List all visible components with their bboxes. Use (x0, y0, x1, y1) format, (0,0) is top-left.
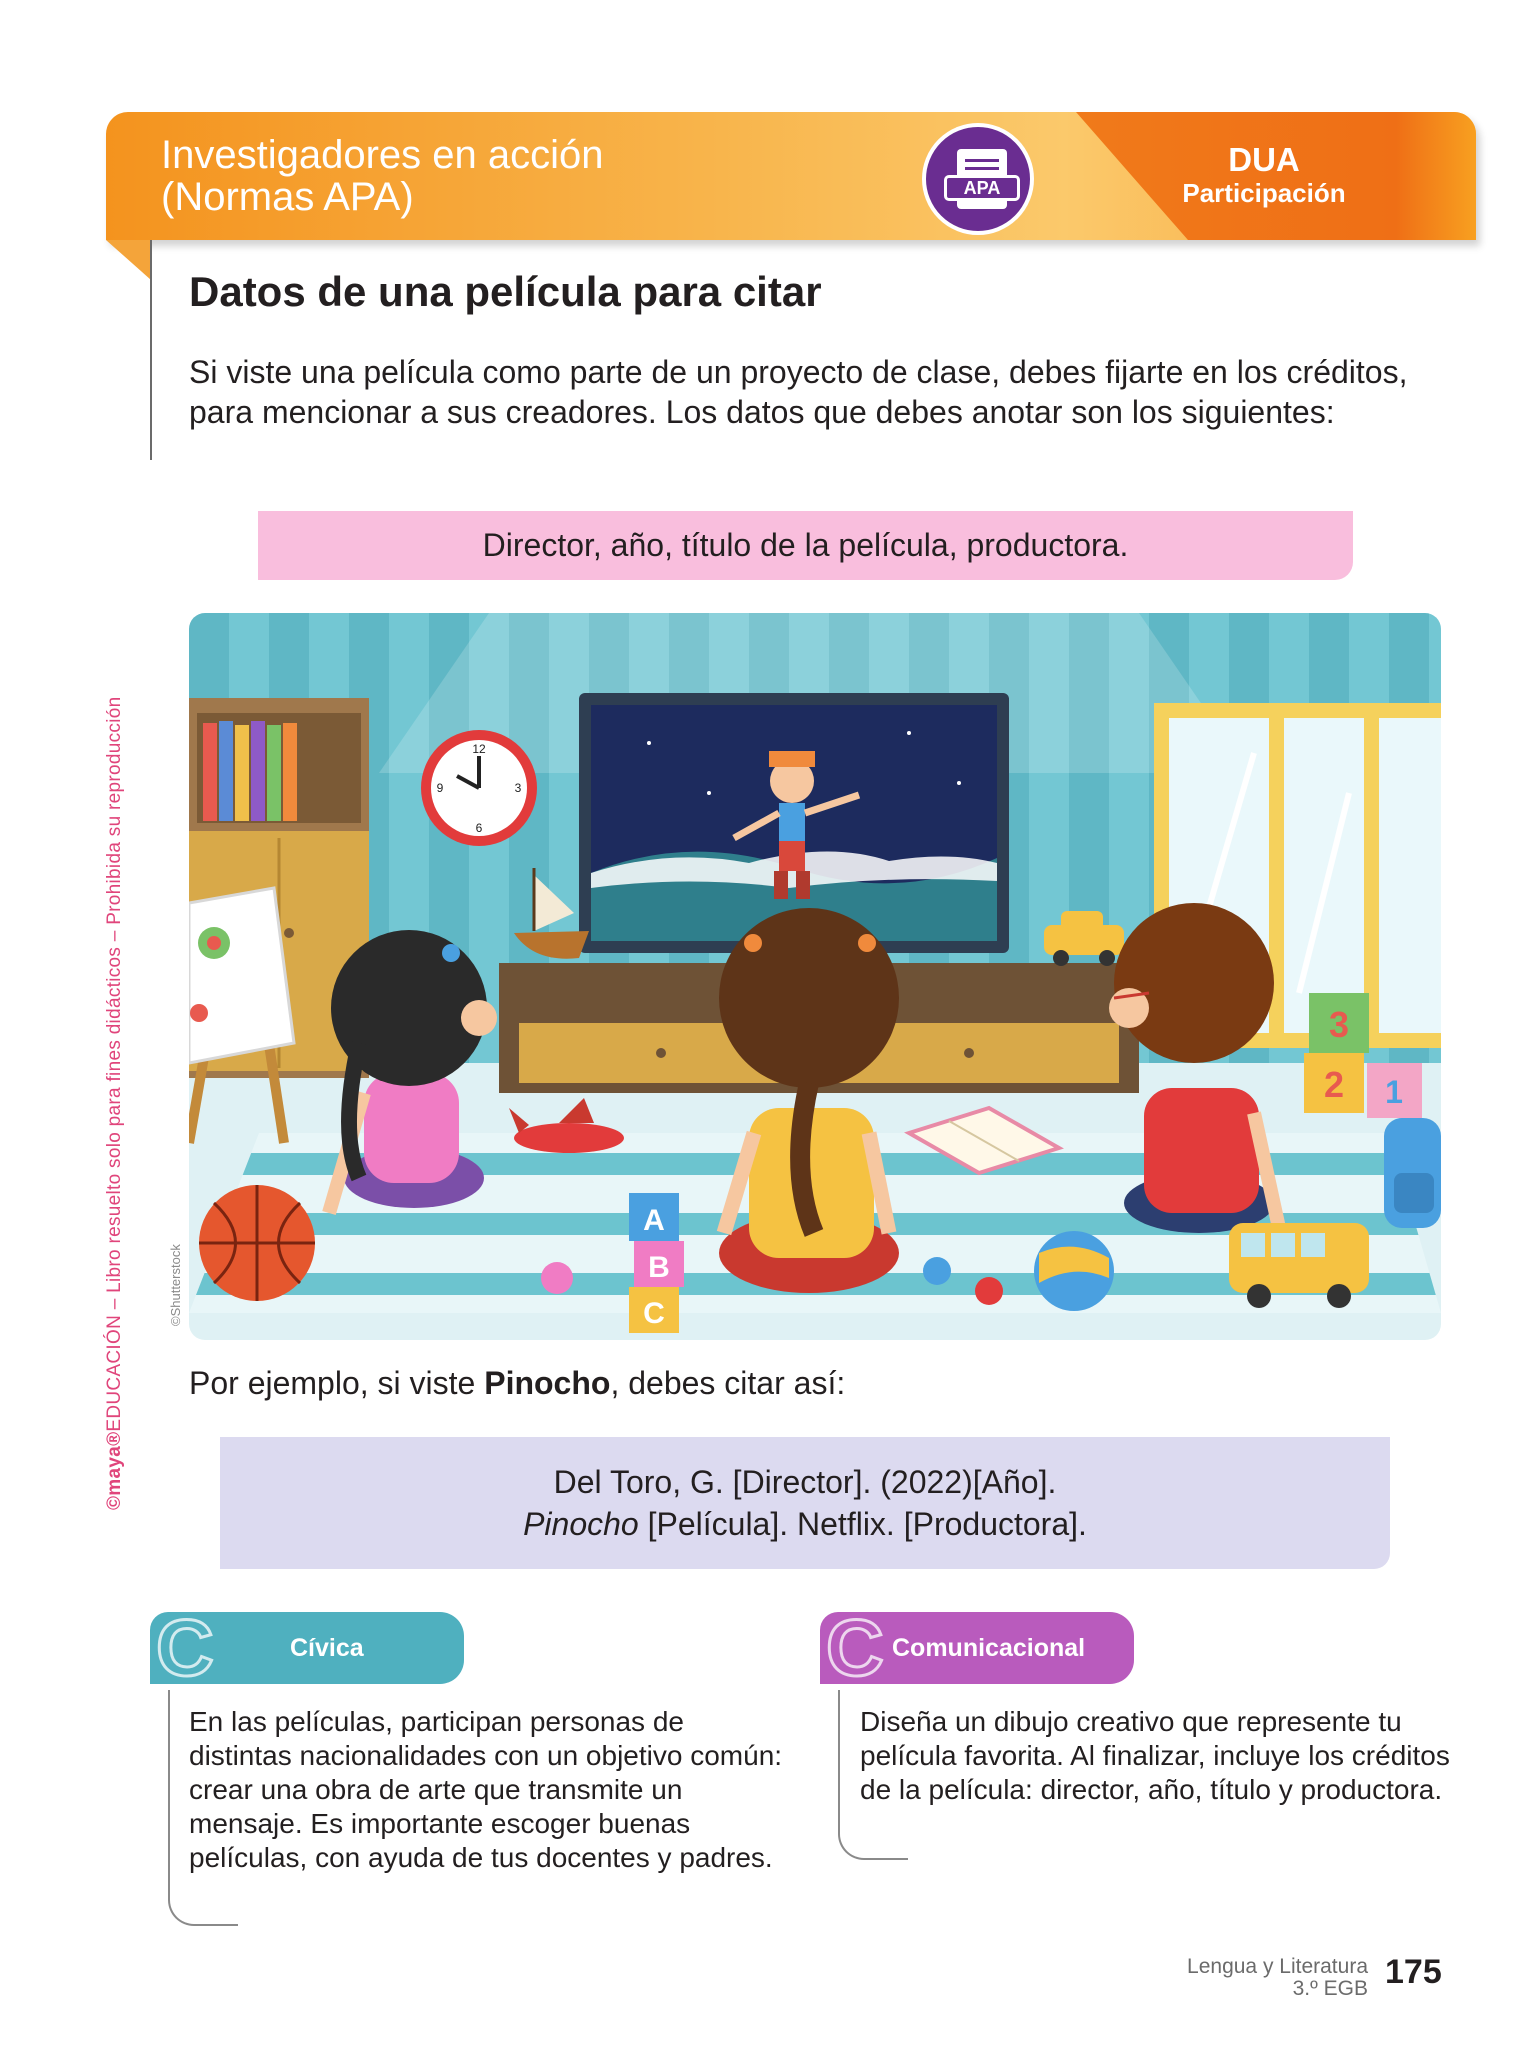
dua-label (1164, 142, 1364, 208)
small-red-ball (975, 1277, 1003, 1305)
section-banner (106, 112, 1476, 240)
banner-fold (106, 240, 151, 280)
banner-title (161, 134, 781, 218)
margin-rule (150, 240, 152, 460)
page-number: 175 (1385, 1953, 1442, 1991)
dua-title: DUA (1228, 141, 1300, 178)
cube-number-1: 1 (1385, 1074, 1403, 1110)
backpack (1384, 1118, 1441, 1228)
dua-subtitle: Participación (1182, 178, 1346, 208)
civica-text: En las películas, participan personas de distintas nacionalidades con un objetivo común: crear una obra de arte que transmite un mensaje. Es importante escoger buenas películas, con ayuda de tus docentes y padres. (189, 1706, 783, 1873)
citation-details: [Película]. Netflix. [Productora]. (638, 1506, 1087, 1542)
apa-document-icon (922, 123, 1034, 235)
clock-number-3: 3 (514, 781, 522, 795)
footer-subject: Lengua y Literatura (1187, 1955, 1368, 1978)
citation-title: Pinocho (523, 1506, 639, 1542)
illustration-svg (189, 613, 1441, 1340)
cube-number-3: 3 (1328, 1004, 1350, 1045)
example-movie: Pinocho (484, 1365, 611, 1401)
publisher-brand: ©maya® (104, 1431, 125, 1510)
small-blue-ball (923, 1257, 951, 1285)
clock-number-9: 9 (436, 781, 444, 795)
clock-number-6: 6 (475, 821, 483, 835)
copyright-side-note (104, 697, 126, 1510)
page-footer (1187, 1956, 1368, 2000)
cube-number-2: 2 (1323, 1064, 1345, 1105)
intro-paragraph: Si viste una película como parte de un proyecto de clase, debes fijarte en los créditos, para mencionar a sus creadores. Los datos que debes anotar son los siguientes: (189, 354, 1408, 430)
copyright-text: EDUCACIÓN – Libro resuelto solo para fines didácticos – Prohibida su reproducción (104, 696, 125, 1432)
example-suffix: , debes citar así: (610, 1365, 846, 1401)
banner-title-line1: Investigadores en acción (161, 133, 604, 177)
block-letter-a: A (643, 1204, 665, 1237)
wall-clock (421, 730, 537, 846)
abc-blocks (629, 1193, 684, 1333)
civica-letter-icon: C (156, 1603, 214, 1692)
example-sentence (189, 1365, 845, 1402)
comunicacional-text: Diseña un dibujo creativo que represente tu película favorita. Al finalizar, incluye los créditos de la película: director, año, título y productora. (860, 1706, 1450, 1805)
comunicacional-letter-icon: C (826, 1603, 884, 1692)
image-credit: ©Shutterstock (168, 1244, 183, 1326)
clock-number-12: 12 (472, 742, 486, 756)
block-letter-c: C (643, 1297, 665, 1330)
citation-line1: Del Toro, G. [Director]. (2022)[Año]. (553, 1464, 1057, 1500)
basketball (199, 1185, 315, 1301)
children-watching-movie-illustration (189, 613, 1441, 1340)
data-list-box: Director, año, título de la película, productora. (258, 511, 1353, 580)
apa-badge-label: APA (944, 175, 1020, 201)
banner-title-line2: (Normas APA) (161, 175, 414, 219)
comunicacional-tab (820, 1603, 1134, 1692)
example-prefix: Por ejemplo, si viste (189, 1365, 485, 1401)
citation-line2 (220, 1503, 1390, 1545)
footer-grade: 3.º EGB (1292, 1977, 1368, 2000)
civica-tab (150, 1603, 464, 1692)
civica-label: Cívica (290, 1634, 364, 1662)
comunicacional-label: Comunicacional (892, 1634, 1086, 1662)
page-heading: Datos de una película para citar (189, 268, 822, 315)
citation-box (220, 1437, 1390, 1569)
block-letter-b: B (648, 1251, 670, 1284)
pink-ball (541, 1262, 573, 1294)
